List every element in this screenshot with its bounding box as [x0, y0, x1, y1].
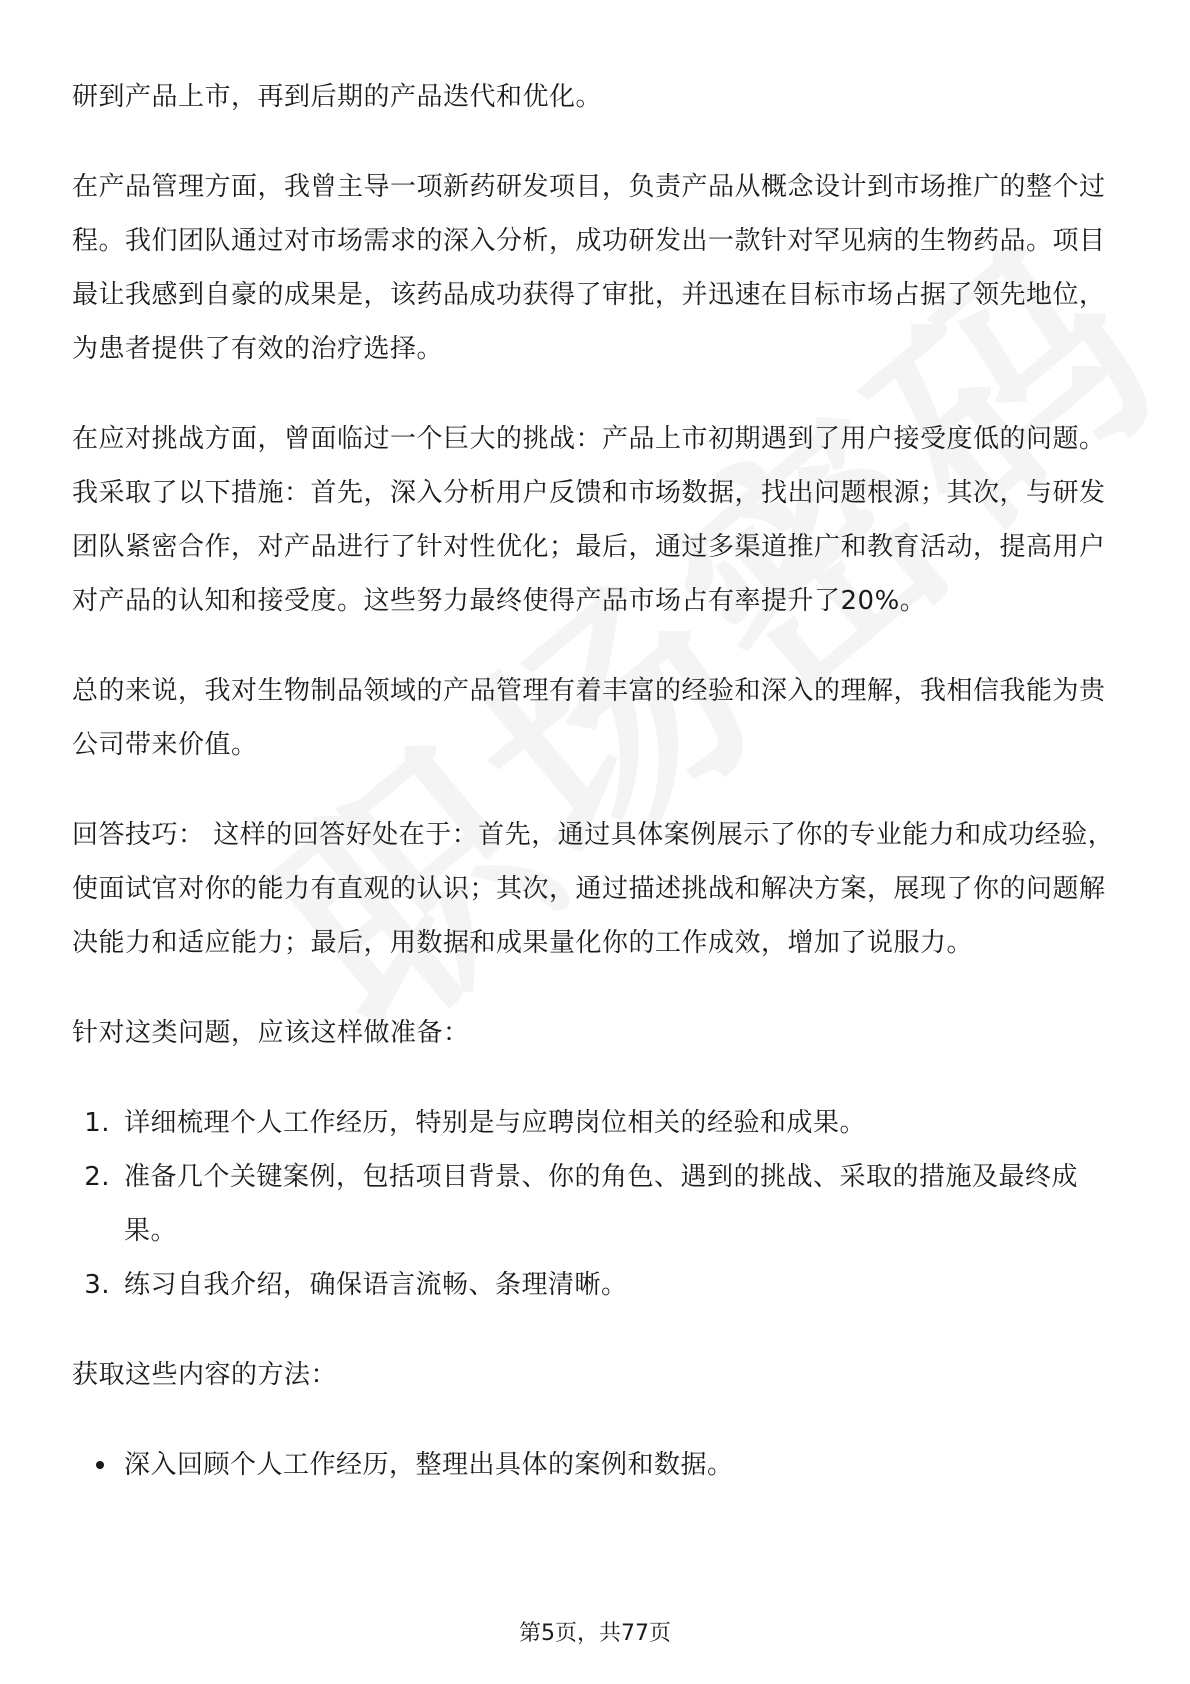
- list-item: [72, 1258, 1122, 1312]
- methods-list: [72, 1438, 1122, 1492]
- paragraph-intro-continuation: 研到产品上市，再到后期的产品迭代和优化。: [72, 82, 603, 112]
- bullet-icon: [72, 1438, 124, 1492]
- paragraph-summary: 总的来说，我对生物制品领域的产品管理有着丰富的经验和深入的理解，我相信我能为贵公司带来价值。: [72, 676, 1106, 760]
- list-number: 1.: [84, 1108, 110, 1138]
- list-item-text: 深入回顾个人工作经历，整理出具体的案例和数据。: [124, 1450, 734, 1480]
- list-number: 3.: [84, 1270, 110, 1300]
- page-footer: 第5页，共77页: [519, 1621, 671, 1646]
- paragraph-preparation-heading: 针对这类问题，应该这样做准备：: [72, 1018, 470, 1048]
- paragraph-methods-heading: 获取这些内容的方法：: [72, 1360, 338, 1390]
- list-number: 2.: [84, 1162, 110, 1192]
- list-item-text: 详细梳理个人工作经历，特别是与应聘岗位相关的经验和成果。: [124, 1108, 867, 1138]
- paragraph-product-management: 在产品管理方面，我曾主导一项新药研发项目，负责产品从概念设计到市场推广的整个过程。我们团队通过对市场需求的深入分析，成功研发出一款针对罕见病的生物药品。项目最让我感到自豪的成果是，该药品成功获得了审批，并迅速在目标市场占据了领先地位，为患者提供了有效的治疗选择。: [72, 172, 1106, 364]
- paragraph-challenges: 在应对挑战方面，曾面临过一个巨大的挑战：产品上市初期遇到了用户接受度低的问题。我采取了以下措施：首先，深入分析用户反馈和市场数据，找出问题根源；其次，与研发团队紧密合作，对产品进行了针对性优化；最后，通过多渠道推广和教育活动，提高用户对产品的认知和接受度。这些努力最终使得产品市场占有率提升了20%。: [72, 424, 1106, 616]
- list-item-text: 练习自我介绍，确保语言流畅、条理清晰。: [124, 1270, 628, 1300]
- document-body: [72, 70, 1122, 1492]
- preparation-steps-list: [72, 1096, 1122, 1312]
- list-item: [72, 1096, 1122, 1150]
- list-item: [72, 1438, 1122, 1492]
- list-item-text: 准备几个关键案例，包括项目背景、你的角色、遇到的挑战、采取的措施及最终成果。: [124, 1162, 1079, 1246]
- paragraph-answer-tips: 回答技巧： 这样的回答好处在于：首先，通过具体案例展示了你的专业能力和成功经验，使面试官对你的能力有直观的认识；其次，通过描述挑战和解决方案，展现了你的问题解决能力和适应能力；最后，用数据和成果量化你的工作成效，增加了说服力。: [72, 820, 1115, 958]
- list-item: [72, 1150, 1122, 1258]
